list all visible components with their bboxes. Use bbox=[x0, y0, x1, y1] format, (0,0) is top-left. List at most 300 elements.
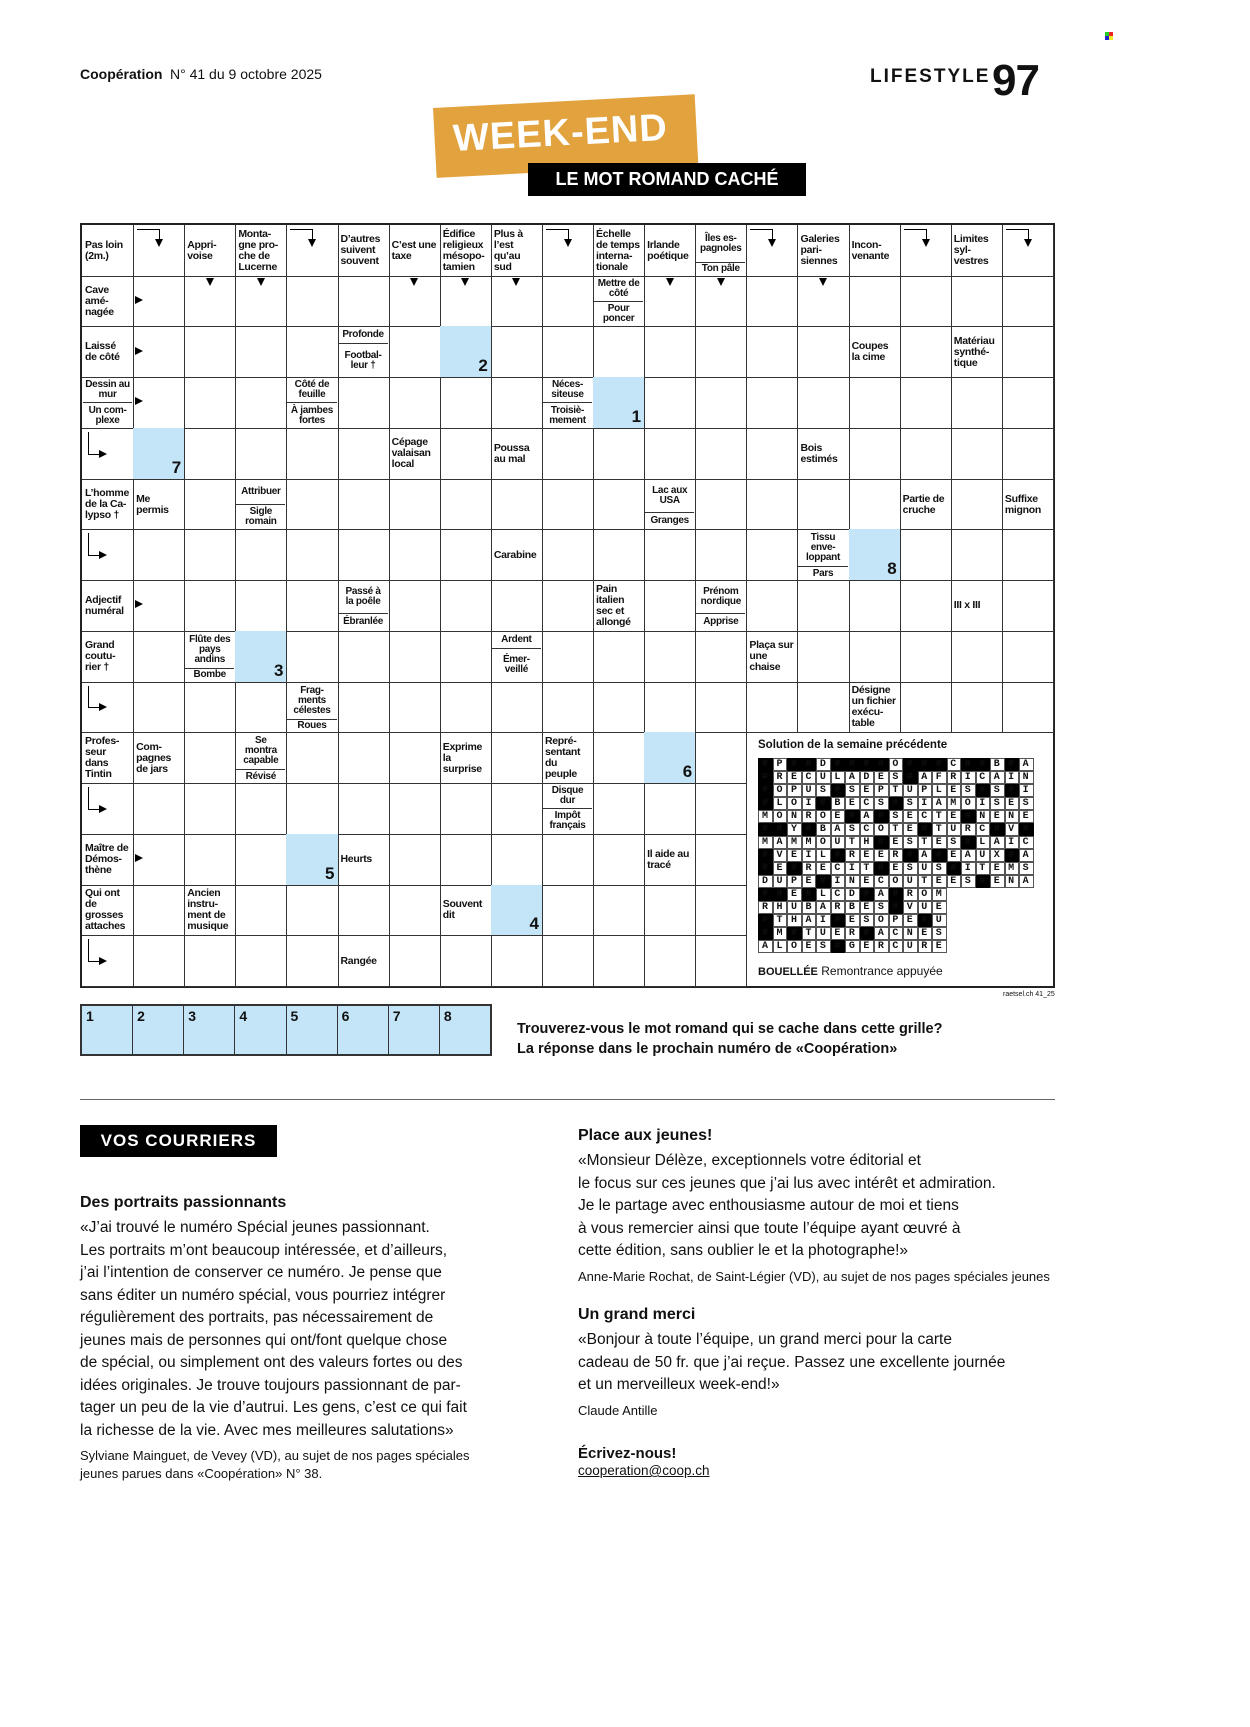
arrow-down-icon bbox=[257, 278, 265, 286]
clue-text: Pars bbox=[798, 567, 847, 580]
grid-cell[interactable] bbox=[542, 682, 594, 734]
grid-cell[interactable] bbox=[1002, 276, 1054, 328]
arrow-down-icon bbox=[206, 278, 214, 286]
grid-cell[interactable] bbox=[286, 479, 338, 531]
grid-cell[interactable] bbox=[184, 529, 236, 581]
grid-cell[interactable] bbox=[184, 682, 236, 734]
grid-cell[interactable] bbox=[593, 885, 645, 937]
grid-cell[interactable] bbox=[389, 935, 441, 987]
grid-cell[interactable] bbox=[1002, 529, 1054, 581]
grid-cell[interactable] bbox=[695, 834, 747, 886]
answer-slot[interactable]: 8 bbox=[443, 1008, 452, 1024]
grid-cell[interactable] bbox=[184, 580, 236, 632]
grid-cell[interactable] bbox=[951, 682, 1003, 734]
color-mark-icon bbox=[1105, 32, 1113, 40]
letter-title: Un grand merci bbox=[578, 1306, 696, 1323]
grid-cell[interactable] bbox=[644, 631, 696, 683]
clue-text: Incon- venante bbox=[850, 226, 899, 276]
clue-text: Profonde bbox=[339, 327, 388, 344]
clue-text: Révisé bbox=[236, 770, 285, 783]
answer-slot[interactable]: 3 bbox=[184, 1006, 235, 1054]
clue-text: Dessin au mur bbox=[83, 378, 132, 403]
grid-cell[interactable] bbox=[133, 885, 185, 937]
grid-cell[interactable] bbox=[746, 377, 798, 429]
grid-cell[interactable] bbox=[900, 580, 952, 632]
section-divider bbox=[80, 1099, 1055, 1100]
arrow-right-icon bbox=[135, 397, 143, 405]
clue-text: Troisiè- mement bbox=[543, 403, 592, 428]
clue-text: Maître de Démos- thène bbox=[83, 835, 132, 885]
grid-cell[interactable] bbox=[389, 631, 441, 683]
grid-cell[interactable] bbox=[951, 479, 1003, 531]
grid-cell[interactable] bbox=[286, 885, 338, 937]
clue-text: Se montra capable bbox=[236, 733, 285, 770]
letter-2 bbox=[578, 1127, 1068, 1286]
grid-cell[interactable] bbox=[900, 326, 952, 378]
grid-cell[interactable] bbox=[338, 631, 390, 683]
grid-cell[interactable] bbox=[184, 935, 236, 987]
grid-cell[interactable] bbox=[695, 631, 747, 683]
arrow-down-icon bbox=[717, 278, 725, 286]
clue-text: Bois estimés bbox=[798, 429, 847, 479]
solution-row: #RECULADES#AFRICAIN bbox=[762, 772, 1038, 783]
grid-cell[interactable] bbox=[286, 580, 338, 632]
grid-cell[interactable] bbox=[797, 682, 849, 734]
grid-cell[interactable] bbox=[644, 377, 696, 429]
highlighted-letter-cell[interactable] bbox=[491, 885, 543, 937]
grid-cell[interactable] bbox=[849, 276, 901, 328]
clue-text: Pain italien sec et allongé bbox=[594, 581, 643, 631]
clue-text: Monta- gne pro- che de Lucerne bbox=[236, 226, 285, 276]
clue-text: Ardent bbox=[492, 632, 541, 649]
grid-cell[interactable] bbox=[389, 885, 441, 937]
grid-cell[interactable] bbox=[746, 276, 798, 328]
solution-row: ##E#LCD#A#ROM bbox=[762, 889, 951, 900]
grid-cell[interactable] bbox=[491, 834, 543, 886]
grid-cell[interactable] bbox=[746, 326, 798, 378]
letter-position-number: 4 bbox=[529, 914, 539, 934]
solution-row: #LOI#BECS#SIAMOISES bbox=[762, 798, 1038, 809]
hidden-word-slots bbox=[80, 1004, 492, 1056]
grid-cell[interactable] bbox=[286, 529, 338, 581]
clue-text: Me permis bbox=[134, 480, 183, 530]
grid-cell[interactable] bbox=[695, 326, 747, 378]
grid-cell[interactable] bbox=[593, 732, 645, 784]
grid-cell[interactable] bbox=[1002, 377, 1054, 429]
arrow-down-icon bbox=[768, 239, 776, 247]
grid-cell[interactable] bbox=[951, 377, 1003, 429]
clue-text: Sigle romain bbox=[236, 505, 285, 530]
clue-text: Souvent dit bbox=[441, 886, 490, 936]
grid-cell[interactable] bbox=[644, 326, 696, 378]
grid-cell[interactable] bbox=[695, 885, 747, 937]
grid-cell[interactable] bbox=[746, 580, 798, 632]
answer-slot[interactable]: 2 bbox=[133, 1006, 184, 1054]
grid-cell[interactable] bbox=[440, 682, 492, 734]
grid-cell[interactable] bbox=[593, 529, 645, 581]
letter-position-number: 6 bbox=[682, 762, 693, 782]
grid-cell[interactable] bbox=[593, 834, 645, 886]
grid-cell[interactable] bbox=[1002, 580, 1054, 632]
grid-cell[interactable] bbox=[593, 631, 645, 683]
letter-body: «Bonjour à toute l’équipe, un grand merci pour la carte cadeau de 50 fr. que j’ai reçue. Passez une excellente journée et un merveilleux week-end!» bbox=[578, 1331, 1006, 1393]
letter-position-number: 1 bbox=[631, 406, 642, 426]
grid-cell[interactable] bbox=[644, 428, 696, 480]
highlighted-letter-cell[interactable] bbox=[644, 732, 696, 784]
grid-cell[interactable] bbox=[491, 935, 543, 987]
grid-cell[interactable] bbox=[900, 276, 952, 328]
contact-title: Écrivez-nous! bbox=[578, 1445, 677, 1462]
answer-slot[interactable]: 4 bbox=[235, 1006, 286, 1054]
grid-cell[interactable] bbox=[542, 885, 594, 937]
grid-cell[interactable] bbox=[542, 631, 594, 683]
solution-row: RHUBARBES#VUE bbox=[762, 902, 951, 913]
solution-row: #THAI#ESOPE#U bbox=[762, 915, 951, 926]
contact-email-link[interactable]: cooperation@coop.ch bbox=[578, 1463, 710, 1478]
grid-cell[interactable] bbox=[797, 479, 849, 531]
grid-cell[interactable] bbox=[491, 732, 543, 784]
solution-word: BOUELLÉE bbox=[758, 966, 818, 978]
clue-text: Exprime la surprise bbox=[441, 733, 490, 783]
clue-text: Il aide au tracé bbox=[645, 835, 694, 885]
grid-cell[interactable] bbox=[593, 935, 645, 987]
answer-slot[interactable]: 1 bbox=[82, 1006, 133, 1054]
grid-cell[interactable] bbox=[338, 885, 390, 937]
clue-text: L’homme de la Ca- lypso † bbox=[83, 480, 132, 530]
clue-text: Lac aux USA bbox=[645, 480, 694, 513]
grid-cell[interactable] bbox=[849, 580, 901, 632]
grid-cell[interactable] bbox=[235, 580, 287, 632]
grid-cell[interactable] bbox=[593, 326, 645, 378]
puzzle-question: Trouverez-vous le mot romand qui se cache dans cette grille? bbox=[517, 1021, 943, 1037]
clue-text: Émer- veillé bbox=[492, 649, 541, 682]
arrow-right-icon bbox=[99, 805, 107, 813]
letter-position-number: 7 bbox=[171, 457, 182, 477]
grid-cell[interactable] bbox=[797, 631, 849, 683]
highlighted-letter-cell[interactable] bbox=[593, 377, 645, 429]
grid-cell[interactable] bbox=[389, 682, 441, 734]
clue-text: Cépage valaisan local bbox=[390, 429, 439, 479]
clue-text: Mettre de côté bbox=[594, 277, 643, 302]
grid-cell[interactable] bbox=[389, 580, 441, 632]
grid-cell[interactable] bbox=[593, 428, 645, 480]
clue-text: Apprise bbox=[696, 614, 745, 631]
clue-text: Roues bbox=[287, 720, 336, 733]
arrow-down-icon bbox=[1024, 239, 1032, 247]
arrow-down-icon bbox=[308, 239, 316, 247]
issue-date: N° 41 du 9 octobre 2025 bbox=[170, 66, 322, 82]
grid-cell[interactable] bbox=[695, 783, 747, 835]
grid-cell[interactable] bbox=[440, 580, 492, 632]
grid-cell[interactable] bbox=[184, 834, 236, 886]
grid-cell[interactable] bbox=[695, 732, 747, 784]
grid-cell[interactable] bbox=[338, 732, 390, 784]
clue-text: Grand coutu- rier † bbox=[83, 632, 132, 682]
grid-cell[interactable] bbox=[849, 428, 901, 480]
grid-cell[interactable] bbox=[900, 377, 952, 429]
solution-row: #VEIL#REER#A#EAUX#A bbox=[762, 850, 1038, 861]
grid-cell[interactable] bbox=[286, 326, 338, 378]
grid-cell[interactable] bbox=[542, 834, 594, 886]
highlighted-letter-cell[interactable] bbox=[849, 529, 901, 581]
grid-cell[interactable] bbox=[338, 682, 390, 734]
page-number: 97 bbox=[992, 56, 1039, 105]
clue-text: Profes- seur dans Tintin bbox=[83, 733, 132, 783]
letter-body: «J’ai trouvé le numéro Spécial jeunes passionnant. Les portraits m’ont beaucoup intéressée, et d’ailleurs, j’ai l’intention de conserver ce numéro. Je pense que sans éditer un numéro spécial, vous pourriez intégrer régulièrement des portraits, pas nécessairement de jeunes mais de personnes qui ont/font quelque chose de spécial, ou simplement ont des valeurs fortes ou des idées originales. Je trouve toujours passionnant de par- tager un peu de la vie d’autrui. Les gens, c’est ce qui fait la richesse de la vie. Avec mes meilleures salutations» bbox=[80, 1219, 467, 1439]
grid-cell[interactable] bbox=[644, 580, 696, 632]
grid-cell[interactable] bbox=[235, 783, 287, 835]
grid-cell[interactable] bbox=[695, 428, 747, 480]
grid-cell[interactable] bbox=[695, 529, 747, 581]
arrow-down-icon bbox=[410, 278, 418, 286]
grid-cell[interactable] bbox=[542, 479, 594, 531]
clue-text: Repré- sentant du peuple bbox=[543, 733, 592, 783]
grid-cell[interactable] bbox=[338, 428, 390, 480]
grid-cell[interactable] bbox=[1002, 631, 1054, 683]
letter-signature: Claude Antille bbox=[578, 1402, 658, 1418]
grid-cell[interactable] bbox=[593, 783, 645, 835]
grid-cell[interactable] bbox=[235, 834, 287, 886]
arrow-down-icon bbox=[922, 239, 930, 247]
letters-section-label: VOS COURRIERS bbox=[80, 1125, 277, 1157]
clue-text: III x III bbox=[952, 581, 1001, 631]
grid-cell[interactable] bbox=[491, 479, 543, 531]
grid-cell[interactable] bbox=[338, 276, 390, 328]
grid-cell[interactable] bbox=[440, 935, 492, 987]
clue-text: Carabine bbox=[492, 530, 541, 580]
grid-cell[interactable] bbox=[440, 631, 492, 683]
grid-cell[interactable] bbox=[235, 682, 287, 734]
grid-cell[interactable] bbox=[184, 428, 236, 480]
grid-cell[interactable] bbox=[389, 326, 441, 378]
grid-cell[interactable] bbox=[184, 732, 236, 784]
grid-cell[interactable] bbox=[133, 935, 185, 987]
grid-cell[interactable] bbox=[900, 682, 952, 734]
grid-cell[interactable] bbox=[235, 377, 287, 429]
clue-text: Passé à la poêle bbox=[339, 581, 388, 614]
previous-solution-box bbox=[748, 733, 1053, 986]
grid-cell[interactable] bbox=[1002, 428, 1054, 480]
grid-cell[interactable] bbox=[286, 631, 338, 683]
grid-cell[interactable] bbox=[542, 580, 594, 632]
arrow-right-icon bbox=[135, 347, 143, 355]
clue-text: Adjectif numéral bbox=[83, 581, 132, 631]
grid-cell[interactable] bbox=[951, 276, 1003, 328]
grid-cell[interactable] bbox=[235, 428, 287, 480]
grid-cell[interactable] bbox=[440, 377, 492, 429]
grid-cell[interactable] bbox=[797, 377, 849, 429]
clue-text: Appri- voise bbox=[185, 226, 234, 276]
grid-cell[interactable] bbox=[951, 631, 1003, 683]
puzzle-answer-note: La réponse dans le prochain numéro de «Coopération» bbox=[517, 1041, 898, 1057]
grid-cell[interactable] bbox=[338, 377, 390, 429]
grid-cell[interactable] bbox=[746, 428, 798, 480]
grid-cell[interactable] bbox=[491, 682, 543, 734]
grid-cell[interactable] bbox=[338, 529, 390, 581]
puzzle-credit: raetsel.ch 41_25 bbox=[1003, 991, 1055, 998]
grid-cell[interactable] bbox=[389, 834, 441, 886]
clue-text: À jambes fortes bbox=[287, 403, 336, 428]
grid-cell[interactable] bbox=[389, 377, 441, 429]
arrow-right-icon bbox=[135, 600, 143, 608]
grid-cell[interactable] bbox=[951, 428, 1003, 480]
grid-cell[interactable] bbox=[184, 783, 236, 835]
grid-cell[interactable] bbox=[746, 529, 798, 581]
arrow-right-icon bbox=[135, 854, 143, 862]
grid-cell[interactable] bbox=[900, 428, 952, 480]
grid-cell[interactable] bbox=[542, 326, 594, 378]
grid-cell[interactable] bbox=[338, 783, 390, 835]
grid-cell[interactable] bbox=[133, 783, 185, 835]
solution-row: ##Y#BASCOTE#TURC#V# bbox=[762, 824, 1038, 835]
grid-cell[interactable] bbox=[951, 529, 1003, 581]
grid-cell[interactable] bbox=[440, 479, 492, 531]
clue-text: Ancien instru- ment de musique bbox=[185, 886, 234, 936]
letter-position-number: 5 bbox=[325, 863, 335, 883]
grid-cell[interactable] bbox=[286, 935, 338, 987]
grid-cell[interactable] bbox=[1002, 682, 1054, 734]
answer-slot[interactable]: 5 bbox=[287, 1006, 338, 1054]
grid-cell[interactable] bbox=[542, 428, 594, 480]
clue-text: Plaça sur une chaise bbox=[747, 632, 796, 682]
solution-row: #M#TUER#ACNES bbox=[762, 928, 951, 939]
arrow-down-icon bbox=[461, 278, 469, 286]
grid-cell[interactable] bbox=[440, 529, 492, 581]
clue-text: Matériau synthé- tique bbox=[952, 327, 1001, 377]
grid-cell[interactable] bbox=[133, 631, 185, 683]
grid-cell[interactable] bbox=[338, 479, 390, 531]
grid-cell[interactable] bbox=[644, 935, 696, 987]
solution-definition bbox=[758, 964, 943, 978]
grid-cell[interactable] bbox=[133, 682, 185, 734]
clue-text: Côté de feuille bbox=[287, 378, 336, 403]
grid-cell[interactable] bbox=[389, 783, 441, 835]
grid-cell[interactable] bbox=[286, 428, 338, 480]
grid-cell[interactable] bbox=[542, 529, 594, 581]
grid-cell[interactable] bbox=[491, 377, 543, 429]
grid-cell[interactable] bbox=[695, 682, 747, 734]
grid-cell[interactable] bbox=[286, 783, 338, 835]
grid-cell[interactable] bbox=[900, 529, 952, 581]
clue-text: Laissé de côté bbox=[83, 327, 132, 377]
solution-row: MONROE#A#SECTE#NENE bbox=[762, 811, 1038, 822]
clue-text: Disque dur bbox=[543, 784, 592, 809]
grid-cell[interactable] bbox=[695, 479, 747, 531]
grid-cell[interactable] bbox=[440, 783, 492, 835]
clue-text: Désigne un fichier exécu- table bbox=[850, 683, 899, 733]
clue-text: D’autres suivent souvent bbox=[339, 226, 388, 276]
grid-cell[interactable] bbox=[644, 682, 696, 734]
grid-cell[interactable] bbox=[644, 529, 696, 581]
letter-title: Des portraits passionnants bbox=[80, 1194, 287, 1211]
arrow-down-icon bbox=[666, 278, 674, 286]
grid-cell[interactable] bbox=[440, 428, 492, 480]
grid-cell[interactable] bbox=[593, 682, 645, 734]
grid-cell[interactable] bbox=[440, 834, 492, 886]
grid-cell[interactable] bbox=[542, 935, 594, 987]
arrow-right-icon bbox=[135, 296, 143, 304]
grid-cell[interactable] bbox=[797, 326, 849, 378]
arrow-right-icon bbox=[99, 957, 107, 965]
grid-cell[interactable] bbox=[849, 377, 901, 429]
clue-text: Poussa au mal bbox=[492, 429, 541, 479]
grid-cell[interactable] bbox=[235, 885, 287, 937]
grid-cell[interactable] bbox=[746, 479, 798, 531]
clue-text: Flûte des pays andins bbox=[185, 632, 234, 669]
grid-cell[interactable] bbox=[1002, 326, 1054, 378]
grid-cell[interactable] bbox=[184, 326, 236, 378]
letter-3 bbox=[578, 1306, 1068, 1420]
grid-cell[interactable] bbox=[695, 935, 747, 987]
clue-text: Échelle de temps interna- tionale bbox=[594, 226, 643, 276]
clue-text: Pas loin (2m.) bbox=[83, 226, 132, 276]
highlighted-letter-cell[interactable] bbox=[286, 834, 338, 886]
clue-text: Suffixe mignon bbox=[1003, 480, 1052, 530]
clue-text: Ton pâle bbox=[696, 263, 745, 276]
grid-cell[interactable] bbox=[491, 580, 543, 632]
arrow-down-icon bbox=[819, 278, 827, 286]
grid-cell[interactable] bbox=[389, 732, 441, 784]
solution-row: #E#RECIT#ESUS#ITEMS bbox=[762, 863, 1038, 874]
grid-cell[interactable] bbox=[235, 935, 287, 987]
grid-cell[interactable] bbox=[849, 479, 901, 531]
grid-cell[interactable] bbox=[491, 783, 543, 835]
clue-text: Limites syl- vestres bbox=[952, 226, 1001, 276]
answer-slot[interactable]: 6 bbox=[338, 1006, 389, 1054]
arrow-down-icon bbox=[155, 239, 163, 247]
solution-title: Solution de la semaine précédente bbox=[758, 739, 948, 751]
highlighted-letter-cell[interactable] bbox=[440, 326, 492, 378]
grid-cell[interactable] bbox=[184, 479, 236, 531]
clue-text: Attribuer bbox=[236, 480, 285, 505]
letter-title: Place aux jeunes! bbox=[578, 1127, 713, 1144]
clue-text: Prénom nordique bbox=[696, 581, 745, 614]
clue-text: Impôt français bbox=[543, 809, 592, 834]
grid-cell[interactable] bbox=[746, 682, 798, 734]
grid-cell[interactable] bbox=[235, 529, 287, 581]
clue-text: Irlande poétique bbox=[645, 226, 694, 276]
solution-row: DUPE#INECOUTEES#ENA bbox=[762, 876, 1038, 887]
grid-cell[interactable] bbox=[235, 326, 287, 378]
grid-cell[interactable] bbox=[133, 529, 185, 581]
clue-text: Qui ont de grosses attaches bbox=[83, 886, 132, 936]
weekend-banner-title: WEEK-END bbox=[452, 106, 669, 160]
clue-text: Plus à l’est qu’au sud bbox=[492, 226, 541, 276]
publication-name: Coopération bbox=[80, 66, 163, 82]
grid-cell[interactable] bbox=[184, 377, 236, 429]
grid-cell[interactable] bbox=[286, 732, 338, 784]
grid-cell[interactable] bbox=[797, 580, 849, 632]
grid-cell[interactable] bbox=[695, 377, 747, 429]
grid-cell[interactable] bbox=[644, 885, 696, 937]
grid-cell[interactable] bbox=[900, 631, 952, 683]
grid-cell[interactable] bbox=[542, 276, 594, 328]
grid-cell[interactable] bbox=[593, 479, 645, 531]
grid-cell[interactable] bbox=[389, 479, 441, 531]
answer-slot[interactable]: 7 bbox=[389, 1006, 440, 1054]
clue-text: Ébranlée bbox=[339, 614, 388, 631]
grid-cell[interactable] bbox=[849, 631, 901, 683]
highlighted-letter-cell[interactable] bbox=[133, 428, 185, 480]
grid-cell[interactable] bbox=[286, 276, 338, 328]
grid-cell[interactable] bbox=[389, 529, 441, 581]
clue-text: Frag- ments célestes bbox=[287, 683, 336, 720]
grid-cell[interactable] bbox=[644, 783, 696, 835]
highlighted-letter-cell[interactable] bbox=[235, 631, 287, 683]
letter-position-number: 8 bbox=[887, 559, 897, 579]
grid-cell[interactable] bbox=[491, 326, 543, 378]
clue-text: C’est une taxe bbox=[390, 226, 439, 276]
